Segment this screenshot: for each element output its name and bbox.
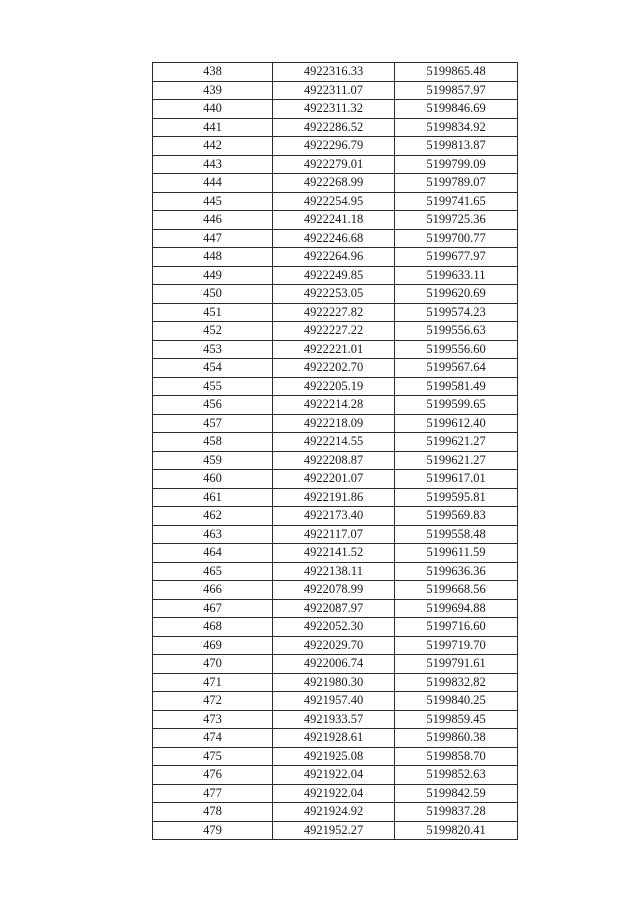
- x-coordinate-cell: 4922264.96: [273, 248, 395, 267]
- point-number-cell: 446: [153, 211, 273, 230]
- point-number-cell: 475: [153, 747, 273, 766]
- x-coordinate-cell: 4922117.07: [273, 525, 395, 544]
- x-coordinate-cell: 4922241.18: [273, 211, 395, 230]
- table-row: [153, 81, 518, 100]
- table-row: [153, 100, 518, 119]
- coordinate-table: [152, 62, 518, 840]
- x-coordinate-cell: 4921928.61: [273, 729, 395, 748]
- y-coordinate-cell: 5199791.61: [395, 655, 518, 674]
- y-coordinate-cell: 5199741.65: [395, 192, 518, 211]
- x-coordinate-cell: 4922268.99: [273, 174, 395, 193]
- x-coordinate-cell: 4922254.95: [273, 192, 395, 211]
- x-coordinate-cell: 4922202.70: [273, 359, 395, 378]
- table-row: [153, 544, 518, 563]
- table-row: [153, 322, 518, 341]
- table-row: [153, 266, 518, 285]
- y-coordinate-cell: 5199612.40: [395, 414, 518, 433]
- table-row: [153, 525, 518, 544]
- point-number-cell: 457: [153, 414, 273, 433]
- x-coordinate-cell: 4922221.01: [273, 340, 395, 359]
- table-row: [153, 729, 518, 748]
- x-coordinate-cell: 4922279.01: [273, 155, 395, 174]
- point-number-cell: 476: [153, 766, 273, 785]
- point-number-cell: 474: [153, 729, 273, 748]
- table-row: [153, 470, 518, 489]
- coordinate-table-body: [153, 63, 518, 840]
- y-coordinate-cell: 5199599.65: [395, 396, 518, 415]
- y-coordinate-cell: 5199621.27: [395, 451, 518, 470]
- table-row: [153, 174, 518, 193]
- table-row: [153, 636, 518, 655]
- table-row: [153, 303, 518, 322]
- table-row: [153, 581, 518, 600]
- point-number-cell: 467: [153, 599, 273, 618]
- point-number-cell: 465: [153, 562, 273, 581]
- y-coordinate-cell: 5199633.11: [395, 266, 518, 285]
- x-coordinate-cell: 4922227.82: [273, 303, 395, 322]
- point-number-cell: 470: [153, 655, 273, 674]
- table-row: [153, 692, 518, 711]
- y-coordinate-cell: 5199556.63: [395, 322, 518, 341]
- x-coordinate-cell: 4922214.28: [273, 396, 395, 415]
- table-row: [153, 747, 518, 766]
- table-row: [153, 118, 518, 137]
- y-coordinate-cell: 5199556.60: [395, 340, 518, 359]
- table-row: [153, 766, 518, 785]
- x-coordinate-cell: 4921922.04: [273, 784, 395, 803]
- table-row: [153, 377, 518, 396]
- table-row: [153, 488, 518, 507]
- table-row: [153, 451, 518, 470]
- point-number-cell: 454: [153, 359, 273, 378]
- x-coordinate-cell: 4922191.86: [273, 488, 395, 507]
- point-number-cell: 445: [153, 192, 273, 211]
- y-coordinate-cell: 5199857.97: [395, 81, 518, 100]
- point-number-cell: 442: [153, 137, 273, 156]
- y-coordinate-cell: 5199569.83: [395, 507, 518, 526]
- x-coordinate-cell: 4922227.22: [273, 322, 395, 341]
- table-row: [153, 414, 518, 433]
- point-number-cell: 477: [153, 784, 273, 803]
- point-number-cell: 444: [153, 174, 273, 193]
- y-coordinate-cell: 5199842.59: [395, 784, 518, 803]
- table-row: [153, 562, 518, 581]
- point-number-cell: 439: [153, 81, 273, 100]
- x-coordinate-cell: 4922173.40: [273, 507, 395, 526]
- point-number-cell: 456: [153, 396, 273, 415]
- x-coordinate-cell: 4921933.57: [273, 710, 395, 729]
- x-coordinate-cell: 4922253.05: [273, 285, 395, 304]
- y-coordinate-cell: 5199820.41: [395, 821, 518, 840]
- point-number-cell: 466: [153, 581, 273, 600]
- point-number-cell: 463: [153, 525, 273, 544]
- table-row: [153, 285, 518, 304]
- y-coordinate-cell: 5199789.07: [395, 174, 518, 193]
- point-number-cell: 469: [153, 636, 273, 655]
- x-coordinate-cell: 4922052.30: [273, 618, 395, 637]
- table-row: [153, 821, 518, 840]
- x-coordinate-cell: 4922087.97: [273, 599, 395, 618]
- y-coordinate-cell: 5199617.01: [395, 470, 518, 489]
- y-coordinate-cell: 5199719.70: [395, 636, 518, 655]
- y-coordinate-cell: 5199865.48: [395, 63, 518, 82]
- table-row: [153, 340, 518, 359]
- x-coordinate-cell: 4922078.99: [273, 581, 395, 600]
- point-number-cell: 451: [153, 303, 273, 322]
- point-number-cell: 473: [153, 710, 273, 729]
- table-row: [153, 211, 518, 230]
- y-coordinate-cell: 5199558.48: [395, 525, 518, 544]
- y-coordinate-cell: 5199837.28: [395, 803, 518, 822]
- point-number-cell: 471: [153, 673, 273, 692]
- x-coordinate-cell: 4922286.52: [273, 118, 395, 137]
- x-coordinate-cell: 4922205.19: [273, 377, 395, 396]
- y-coordinate-cell: 5199595.81: [395, 488, 518, 507]
- table-row: [153, 673, 518, 692]
- x-coordinate-cell: 4922311.32: [273, 100, 395, 119]
- point-number-cell: 440: [153, 100, 273, 119]
- y-coordinate-cell: 5199859.45: [395, 710, 518, 729]
- x-coordinate-cell: 4922138.11: [273, 562, 395, 581]
- table-row: [153, 155, 518, 174]
- y-coordinate-cell: 5199834.92: [395, 118, 518, 137]
- table-row: [153, 396, 518, 415]
- table-row: [153, 599, 518, 618]
- point-number-cell: 472: [153, 692, 273, 711]
- point-number-cell: 447: [153, 229, 273, 248]
- table-row: [153, 359, 518, 378]
- y-coordinate-cell: 5199700.77: [395, 229, 518, 248]
- point-number-cell: 462: [153, 507, 273, 526]
- x-coordinate-cell: 4922208.87: [273, 451, 395, 470]
- point-number-cell: 478: [153, 803, 273, 822]
- y-coordinate-cell: 5199852.63: [395, 766, 518, 785]
- x-coordinate-cell: 4921924.92: [273, 803, 395, 822]
- x-coordinate-cell: 4921925.08: [273, 747, 395, 766]
- point-number-cell: 453: [153, 340, 273, 359]
- table-row: [153, 192, 518, 211]
- y-coordinate-cell: 5199574.23: [395, 303, 518, 322]
- table-row: [153, 803, 518, 822]
- x-coordinate-cell: 4921980.30: [273, 673, 395, 692]
- table-row: [153, 63, 518, 82]
- x-coordinate-cell: 4922246.68: [273, 229, 395, 248]
- table-row: [153, 710, 518, 729]
- point-number-cell: 464: [153, 544, 273, 563]
- y-coordinate-cell: 5199567.64: [395, 359, 518, 378]
- x-coordinate-cell: 4922214.55: [273, 433, 395, 452]
- point-number-cell: 461: [153, 488, 273, 507]
- x-coordinate-cell: 4922249.85: [273, 266, 395, 285]
- point-number-cell: 479: [153, 821, 273, 840]
- x-coordinate-cell: 4922218.09: [273, 414, 395, 433]
- point-number-cell: 441: [153, 118, 273, 137]
- x-coordinate-cell: 4921957.40: [273, 692, 395, 711]
- y-coordinate-cell: 5199620.69: [395, 285, 518, 304]
- table-row: [153, 433, 518, 452]
- x-coordinate-cell: 4921922.04: [273, 766, 395, 785]
- y-coordinate-cell: 5199813.87: [395, 137, 518, 156]
- y-coordinate-cell: 5199840.25: [395, 692, 518, 711]
- x-coordinate-cell: 4922316.33: [273, 63, 395, 82]
- table-row: [153, 618, 518, 637]
- y-coordinate-cell: 5199799.09: [395, 155, 518, 174]
- point-number-cell: 449: [153, 266, 273, 285]
- x-coordinate-cell: 4922296.79: [273, 137, 395, 156]
- point-number-cell: 450: [153, 285, 273, 304]
- point-number-cell: 468: [153, 618, 273, 637]
- point-number-cell: 443: [153, 155, 273, 174]
- point-number-cell: 448: [153, 248, 273, 267]
- y-coordinate-cell: 5199621.27: [395, 433, 518, 452]
- x-coordinate-cell: 4922141.52: [273, 544, 395, 563]
- point-number-cell: 460: [153, 470, 273, 489]
- table-row: [153, 655, 518, 674]
- y-coordinate-cell: 5199846.69: [395, 100, 518, 119]
- table-row: [153, 507, 518, 526]
- table-row: [153, 784, 518, 803]
- x-coordinate-cell: 4922311.07: [273, 81, 395, 100]
- table-row: [153, 248, 518, 267]
- point-number-cell: 455: [153, 377, 273, 396]
- y-coordinate-cell: 5199677.97: [395, 248, 518, 267]
- x-coordinate-cell: 4922201.07: [273, 470, 395, 489]
- point-number-cell: 438: [153, 63, 273, 82]
- y-coordinate-cell: 5199832.82: [395, 673, 518, 692]
- point-number-cell: 458: [153, 433, 273, 452]
- y-coordinate-cell: 5199668.56: [395, 581, 518, 600]
- y-coordinate-cell: 5199716.60: [395, 618, 518, 637]
- point-number-cell: 452: [153, 322, 273, 341]
- table-row: [153, 229, 518, 248]
- table-row: [153, 137, 518, 156]
- y-coordinate-cell: 5199694.88: [395, 599, 518, 618]
- y-coordinate-cell: 5199860.38: [395, 729, 518, 748]
- y-coordinate-cell: 5199581.49: [395, 377, 518, 396]
- y-coordinate-cell: 5199636.36: [395, 562, 518, 581]
- x-coordinate-cell: 4922029.70: [273, 636, 395, 655]
- y-coordinate-cell: 5199725.36: [395, 211, 518, 230]
- point-number-cell: 459: [153, 451, 273, 470]
- y-coordinate-cell: 5199611.59: [395, 544, 518, 563]
- x-coordinate-cell: 4921952.27: [273, 821, 395, 840]
- x-coordinate-cell: 4922006.74: [273, 655, 395, 674]
- y-coordinate-cell: 5199858.70: [395, 747, 518, 766]
